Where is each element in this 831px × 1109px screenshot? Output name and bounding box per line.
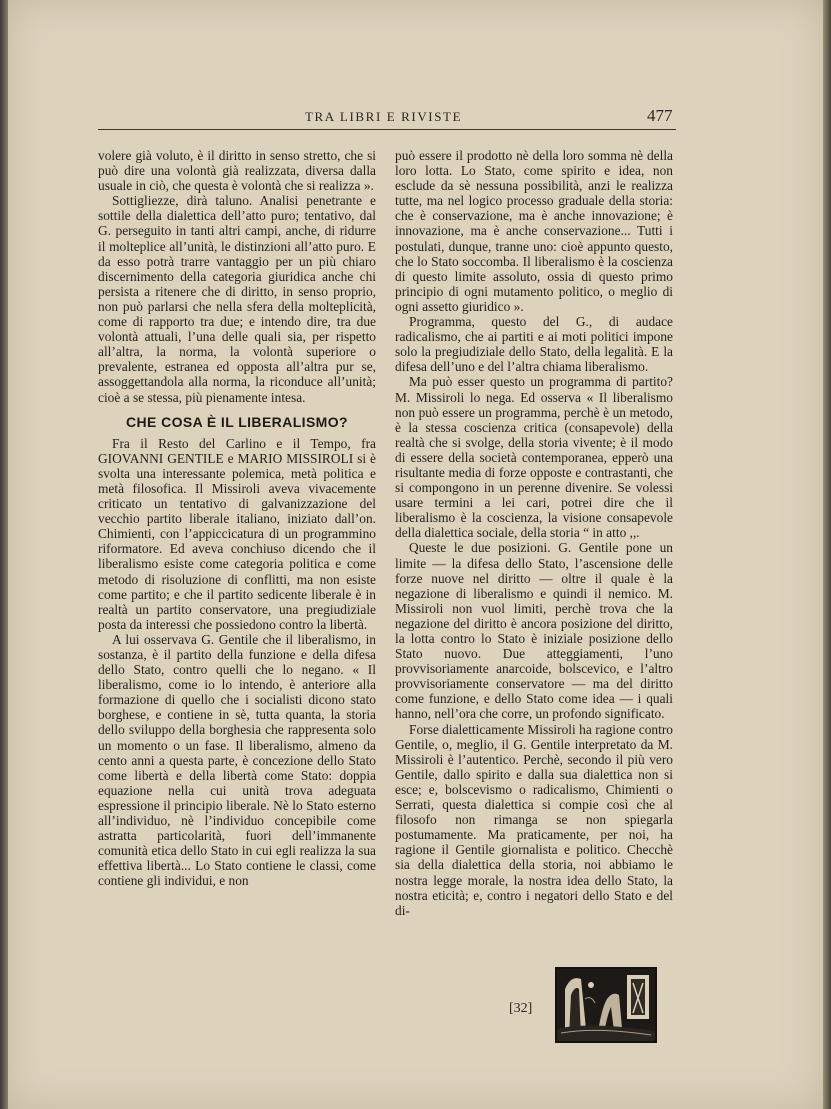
paragraph: Ma può esser questo un programma di partito? M. Missiroli lo nega. Ed osserva « Il liberalismo non può essere un programma, perchè è un metodo, è la stessa coscienza critica (consapevole) della realtà che si svolge, della storia vivente; è il modo di essere della società contemporanea, epperò una risultante media di forze opposte e contrastanti, che si compongono in un perenne divenire. Se volessi usare termini a lei cari, potrei dire che il liberalismo è la coscienza, la visione consapevole della dialettica sociale, della storia “ in atto ,,. (395, 374, 673, 541)
left-column (98, 148, 376, 889)
paragraph: A lui osservava G. Gentile che il liberalismo, in sostanza, è il partito della funzione e della difesa dello Stato, contro quelli che lo negano. « Il liberalismo, come io lo intendo, è anteriore alla formazione di quello che i socialisti dicono stato borghese, e contiene in sè, tutta quanta, la storia dello sviluppo della borghesia che rappresenta solo un momento o un fase. Il liberalismo, almeno da cento anni a questa parte, è concezione dello Stato come libertà e della libertà come Stato: doppia equazione nella cui unità trova adeguata espressione il principio liberale. Nè lo Stato esterno all’individuo, nè l’individuo concepibile come astratta particolarità, fuori dell’immanente comunità etica dello Stato in cui egli realizza la sua effettiva libertà... Lo Stato contiene le classi, come contiene gli individui, e non (98, 631, 376, 889)
paragraph: Fra il Resto del Carlino e il Tempo, fra GIOVANNI GENTILE e MARIO MISSIROLI si è svolta una interessante polemica, metà politica e metà filosofica. Il Missiroli aveva vivacemente criticato un tentativo di galvanizzazione del vecchio partito liberale italiano, iniziato dall’on. Chimienti, con l’appiccicatura di un programmino riformatore. Ed aveva conchiuso dicendo che il liberalismo esiste come categoria politica e come metodo di risoluzione di conflitti, ma non esiste come partito; e che il partito sedicente liberale è in realtà un partito conservatore, una pregiudiziale posta da interessi che possiedono contro la libertà. (98, 435, 376, 632)
paragraph: volere già voluto, è il diritto in senso stretto, che si può dire una volontà già realizzata, diversa dalla usuale in ciò, che questa è volontà che si realizza ». (98, 148, 376, 194)
section-heading: CHE COSA È IL LIBERALISMO? (126, 413, 348, 430)
book-gutter-shadow (0, 0, 8, 1109)
paragraph: Queste le due posizioni. G. Gentile pone un limite — la difesa dello Stato, l’ascensione delle forze nuove nel diritto — oltre il quale è la negazione di liberalismo e quindi il nemico. M. Missiroli non vuol limiti, perchè trova che la negazione del diritto è ancora posizione del diritto, la lotta contro lo Stato è iniziale posizione dello Stato nuovo. Due atteggiamenti, l’uno provvisoriamente anarcoide, bolscevico, e l’altro provvisoriamente conservatore — ma del diritto come funzione, e dello Stato come idea — i quali hanno, nell’ora che corre, un profondo significato. (395, 540, 673, 722)
paragraph: Forse dialetticamente Missiroli ha ragione contro Gentile, o, meglio, il G. Gentile interpretato da M. Missiroli è l’autentico. Perchè, secondo il più vero Gentile, dallo spirito e dalla sua dialettica non si esce; e, bolscevismo o radicalismo, Chimienti o Serrati, questa dialettica si compie così che al filosofo non rimanga se non spiegarla postumamente. Ma praticamente, per noi, ha ragione il Gentile giornalista e politico. Checchè sia della dialettica della storia, noi abbiamo le nostra legge morale, la nostra idea dello Stato, la nostra eticità; e, contro i negatori dello Stato e del di- (395, 721, 673, 918)
paragraph: Sottigliezze, dirà taluno. Analisi penetrante e sottile della dialettica dell’atto puro; tentativo, dal G. perseguito in tanti altri campi, anche, di ridurre il molteplice all’unità, le distinzioni all’atto puro. E da esso potrà trarre vantaggio per un più chiaro discernimento della categoria giuridica anche chi persista a ritenere che di diritto, in senso proprio, non può parlarsi che nella sfera della molteplicità, come di rapporto tra due; e intendo dire, tra due volontà attuali, l’una delle quali sia, per rispetto all’altra, la norma, la volontà superiore o prevalente, estranea ed opposta all’altra pur se, assoggettandola alla norma, la riconduce all’unità; cioè a se stessa, più pienamente intesa. (98, 193, 376, 405)
right-column (395, 148, 673, 918)
page-number: 477 (647, 106, 673, 125)
running-head: TRA LIBRI E RIVISTE (305, 109, 463, 124)
paragraph: può essere il prodotto nè della loro somma nè della loro lotta. Lo Stato, come spirito e idea, non esclude da sè nessuna possibilità, anzi le realizza tutte, ma nel logico processo graduale della storia: che è conservazione, ma è anche innovazione; è innovazione, ma è anche conservazione... Tutti i postulati, dunque, tranne uno: cioè appunto questo, che lo Stato soccomba. Il liberalismo è la coscienza di questo limite assoluto, ossia di questo primo principio di ogni mutamento politico, o meglio di ogni assetto giuridico ». (395, 148, 673, 314)
woodcut-image-icon (557, 969, 655, 1041)
header-rule (98, 129, 676, 130)
woodcut-illustration (555, 967, 657, 1043)
paragraph: Programma, questo del G., di audace radicalismo, che ai partiti e ai moti politici impone solo la pregiudiziale dello Stato, della legalità. E la difesa dell’uno e del l’altra chiama liberalismo. (395, 314, 673, 375)
folio-number: [32] (509, 1001, 533, 1016)
page-edge (823, 0, 831, 1109)
